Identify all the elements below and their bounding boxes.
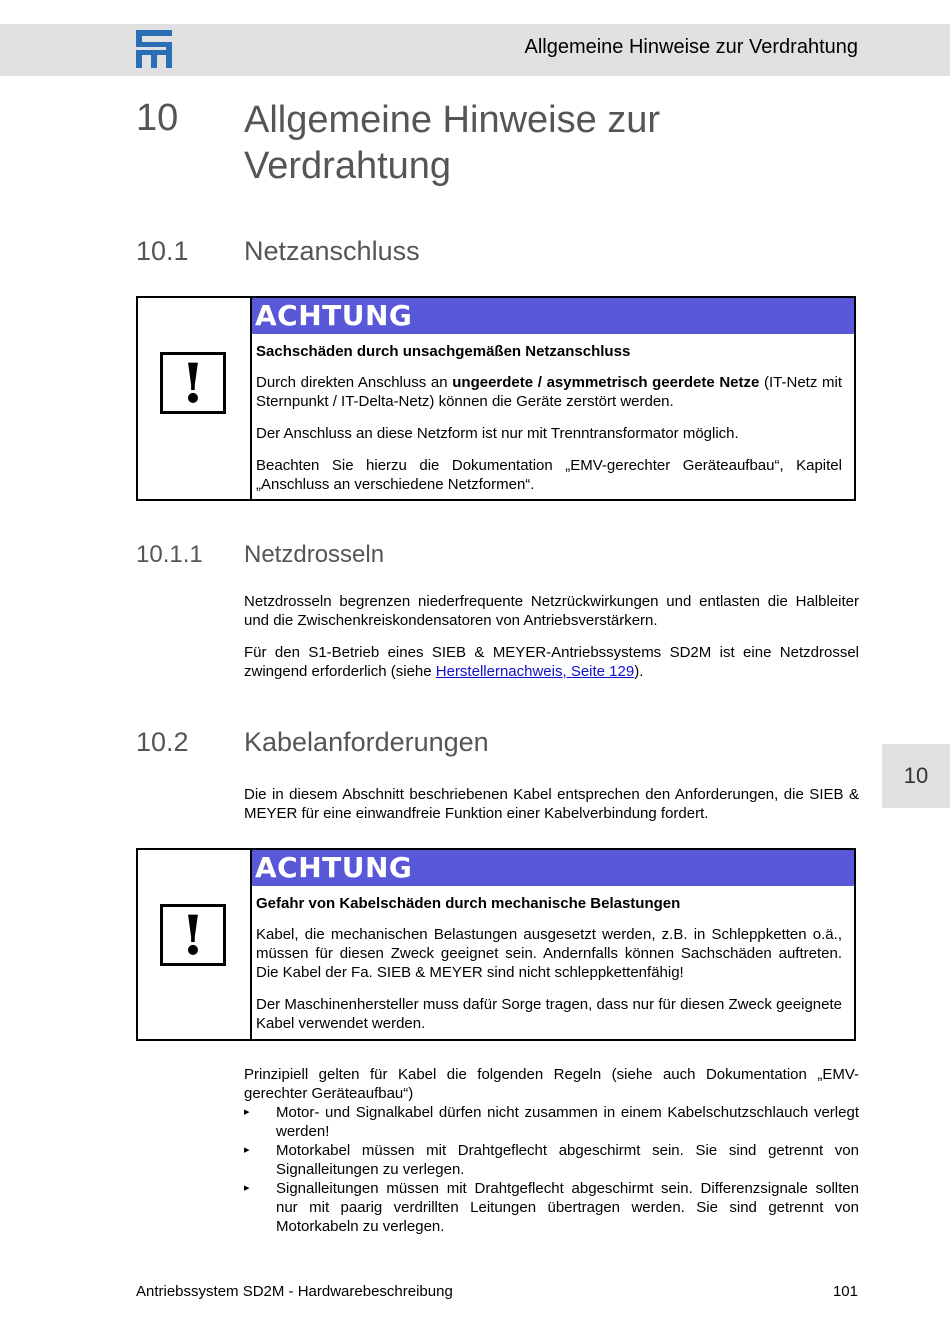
exclamation-warning-icon: ! <box>160 904 226 966</box>
notice-paragraph: Der Anschluss an diese Netzform ist nur mit Trenntransformator möglich. <box>256 425 739 442</box>
notice-subtitle: Sachschäden durch unsachgemäßen Netzanschluss <box>256 343 631 360</box>
sieb-meyer-logo-icon <box>136 30 172 68</box>
notice-emphasis: ungeerdete / asymmetrisch geerdete Netze <box>452 374 760 391</box>
notice-paragraph: Beachten Sie hierzu die Dokumentation „EMV-gerechter Geräteaufbau“, Kapitel „Anschluss an verschiedene Netzformen“. <box>256 457 842 493</box>
list-item: ▸ Signalleitungen müssen mit Drahtgeflecht abgeschirmt sein. Differenzsignale sollten nur mit paarig verdrillten Leitungen übertragen werden. Sie sind getrennt von Motorkabeln zu verlegen. <box>244 1180 859 1235</box>
chapter-number: 10 <box>136 97 179 139</box>
kabel-intro-paragraph: Die in diesem Abschnitt beschriebenen Kabel entsprechen den Anforderungen, die SIEB & MEYER für eine einwandfreie Funktion einer Kabelverbindung fordert. <box>244 786 859 822</box>
cable-rules-list <box>244 1103 859 1236</box>
achtung-banner: ACHTUNG <box>250 298 854 334</box>
section-title-kabelanforderungen: Kabelanforderungen <box>244 727 489 757</box>
rules-intro-paragraph: Prinzipiell gelten für Kabel die folgenden Regeln (siehe auch Dokumentation „EMV-gerechter Geräteaufbau“) <box>244 1066 859 1102</box>
bullet-arrow-icon: ▸ <box>244 1144 250 1156</box>
bullet-arrow-icon: ▸ <box>244 1106 250 1118</box>
exclamation-warning-icon: ! <box>160 352 226 414</box>
list-item: ▸ Motorkabel müssen mit Drahtgeflecht abgeschirmt sein. Sie sind getrennt von Signalleitungen zu verlegen. <box>244 1142 859 1178</box>
netzdrosseln-paragraph-2: Für den S1-Betrieb eines SIEB & MEYER-Antriebssystems SD2M ist eine Netzdrossel zwingend erforderlich (siehe Herstellernachweis, Seite 129). <box>244 644 859 680</box>
herstellernachweis-link[interactable]: Herstellernachweis, Seite 129 <box>435 663 635 680</box>
bullet-arrow-icon: ▸ <box>244 1182 250 1194</box>
notice-subtitle: Gefahr von Kabelschäden durch mechanische Belastungen <box>256 895 681 912</box>
section-number-10-1-1: 10.1.1 <box>136 541 203 568</box>
list-item: ▸ Motor- und Signalkabel dürfen nicht zusammen in einem Kabelschutzschlauch verlegt werden! <box>244 1104 859 1140</box>
notice-icon-column <box>138 850 252 1039</box>
chapter-title: Allgemeine Hinweise zur Verdrahtung <box>244 99 661 187</box>
section-title-netzdrosseln: Netzdrosseln <box>244 541 385 568</box>
notice-paragraph: Kabel, die mechanischen Belastungen ausgesetzt werden, z.B. in Schleppketten o.ä., müssen für diesen Zweck geeignet sein. Andernfalls können Sachschäden auftreten. Die Kabel der Fa. SIEB & MEYER sind nicht schleppkettenfähig! <box>256 926 842 981</box>
footer-document-title: Antriebssystem SD2M - Hardwarebeschreibung <box>136 1283 453 1300</box>
notice-paragraph: Durch direkten Anschluss an ungeerdete / asymmetrisch geerdete Netze (IT-Netz mit Sternpunkt / IT-Delta-Netz) können die Geräte zerstört werden. <box>256 374 842 410</box>
notice-box-kabelschaeden <box>136 848 856 1041</box>
netzdrosseln-paragraph-1: Netzdrosseln begrenzen niederfrequente Netzrückwirkungen und entlasten die Halbleiter und die Zwischenkreiskondensatoren von Antriebsverstärkern. <box>244 593 859 629</box>
section-number-10-2: 10.2 <box>136 727 189 757</box>
footer-page-number: 101 <box>832 1283 858 1300</box>
notice-paragraph: Der Maschinenhersteller muss dafür Sorge tragen, dass nur für diesen Zweck geeignete Kabel verwendet werden. <box>256 996 842 1032</box>
chapter-side-tab[interactable]: 10 <box>882 744 950 808</box>
notice-box-netzanschluss <box>136 296 856 501</box>
section-number-10-1: 10.1 <box>136 236 189 266</box>
achtung-banner: ACHTUNG <box>250 850 854 886</box>
header-title: Allgemeine Hinweise zur Verdrahtung <box>524 36 858 58</box>
section-title-netzanschluss: Netzanschluss <box>244 236 420 266</box>
notice-icon-column <box>138 298 252 499</box>
